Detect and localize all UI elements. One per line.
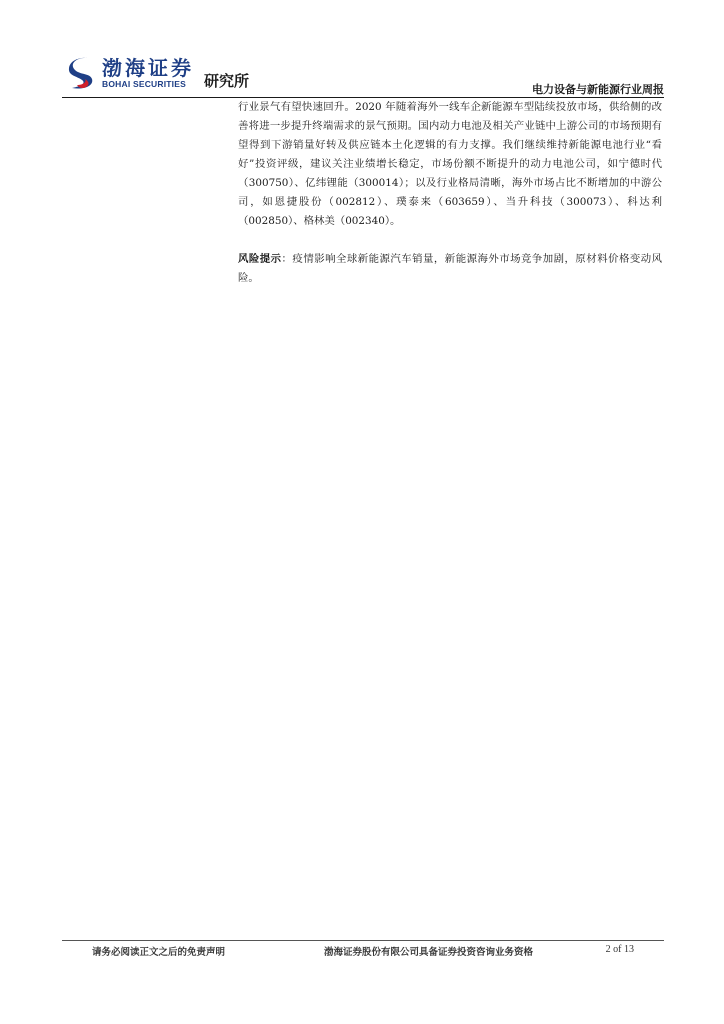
risk-warning (238, 250, 662, 288)
footer-qualification: 渤海证券股份有限公司具备证券投资咨询业务资格 (324, 947, 534, 958)
page-footer (62, 944, 664, 960)
risk-text: ：疫情影响全球新能源汽车销量，新能源海外市场竞争加剧，原材料价格变动风险。 (238, 253, 663, 284)
footer-disclaimer: 请务必阅读正文之后的免责声明 (92, 947, 226, 958)
brand-logo (66, 52, 249, 94)
body-paragraph: 行业景气有望快速回升。2020 年随着海外一线车企新能源车型陆续投放市场，供给侧的改善将进一步提升终端需求的景气预期。国内动力电池及相关产业链中上游公司的市场预期有望得到下游销量好转及供应链本土化逻辑的有力支撑。我们继续维持新能源电池行业“看好”投资评级，建议关注业绩增长稳定，市场份额不断提升的动力电池公司，如宁德时代（300750）、亿纬锂能（300014）；以及行业格局清晰，海外市场占比不断增加的中游公司，如恩捷股份（002812）、璞泰来（603659）、当升科技（300073）、科达利（002850）、格林美（002340）。 (238, 101, 662, 227)
page-number: 2 of 13 (605, 944, 634, 955)
report-title: 电力设备与新能源行业周报 (532, 83, 664, 96)
footer-divider (62, 940, 664, 941)
report-body (238, 98, 662, 288)
brand-name-en: BOHAI SECURITIES (102, 79, 186, 89)
institute-name: 研究所 (204, 71, 250, 90)
brand-name-cn: 渤海证券 (102, 56, 194, 80)
risk-label: 风险提示 (238, 253, 282, 265)
bohai-logo-icon (66, 55, 98, 91)
